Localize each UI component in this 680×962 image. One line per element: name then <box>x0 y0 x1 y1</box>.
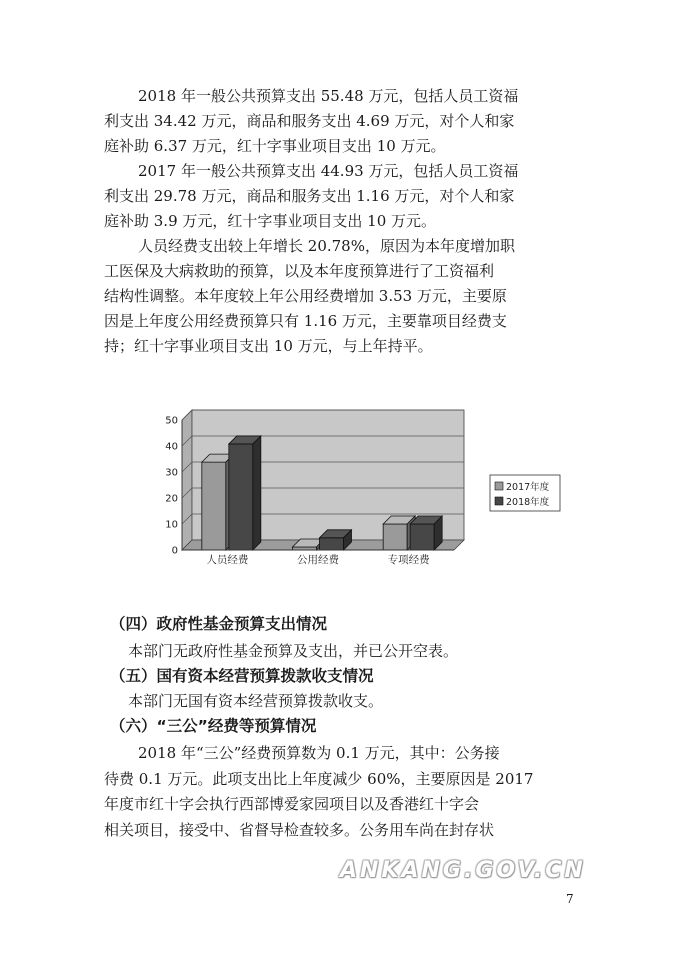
text-line: 待费 0.1 万元。此项支出比上年度减少 60%，主要原因是 2017 <box>104 769 534 788</box>
text-line: 人员经费支出较上年增长 20.78%，原因为本年度增加职 <box>138 237 515 255</box>
y-tick-label: 30 <box>165 467 178 479</box>
y-tick-label: 20 <box>165 493 178 505</box>
text-line: 2018 年“三公”经费预算数为 0.1 万元，其中：公务接 <box>138 744 500 762</box>
paragraph-2018-budget <box>104 84 618 159</box>
section-5-title: （五）国有资本经营预算拨款收支情况 <box>110 667 374 685</box>
bar-front <box>202 462 226 550</box>
bar-front <box>229 444 253 550</box>
text-line: 利支出 34.42 万元，商品和服务支出 4.69 万元，对个人和家 <box>104 112 515 130</box>
y-tick-label: 50 <box>165 415 178 427</box>
y-tick-label: 10 <box>165 519 178 531</box>
text-line: 庭补助 6.37 万元，红十字事业项目支出 10 万元。 <box>104 137 446 155</box>
text-line: 庭补助 3.9 万元，红十字事业项目支出 10 万元。 <box>104 212 437 230</box>
y-tick-label: 0 <box>171 545 178 557</box>
text-line: 因是上年度公用经费预算只有 1.16 万元，主要靠项目经费支 <box>104 312 507 330</box>
text-line: 年度市红十字会执行西部博爱家园项目以及香港红十字会 <box>104 795 480 813</box>
bar-side <box>253 436 261 550</box>
legend-swatch <box>495 482 503 490</box>
y-tick-label: 40 <box>165 441 178 453</box>
text-line: 2017 年一般公共预算支出 44.93 万元，包括人员工资福 <box>138 162 519 180</box>
paragraph-2017-budget <box>104 159 618 234</box>
x-tick-label: 公用经费 <box>297 554 339 566</box>
section-5-body: 本部门无国有资本经营预算拨款收支。 <box>128 692 384 710</box>
chart-side-wall <box>182 410 192 550</box>
section-4-body: 本部门无政府性基金预算及支出，并已公开空表。 <box>128 642 459 660</box>
section-6-title: （六）“三公”经费等预算情况 <box>110 717 317 735</box>
bar <box>229 436 261 550</box>
expense-bar-chart <box>150 405 570 580</box>
legend-swatch <box>495 497 503 505</box>
bar-front <box>293 547 317 550</box>
x-tick-label: 专项经费 <box>387 554 430 566</box>
legend-label: 2017年度 <box>506 482 550 493</box>
text-line: 结构性调整。本年度较上年公用经费增加 3.53 万元，主要原 <box>104 287 507 305</box>
chart-legend <box>490 475 560 511</box>
bar-front <box>383 524 407 550</box>
page-number: 7 <box>566 892 574 906</box>
paragraph-explanation <box>104 234 618 359</box>
text-line: 2018 年一般公共预算支出 55.48 万元，包括人员工资福 <box>138 87 519 105</box>
text-line: 利支出 29.78 万元，商品和服务支出 1.16 万元，对个人和家 <box>104 187 515 205</box>
legend-label: 2018年度 <box>506 497 550 508</box>
section-4-title: （四）政府性基金预算支出情况 <box>110 615 328 633</box>
site-watermark: ANKANG.GOV.CN <box>340 858 586 883</box>
bar-front <box>410 524 434 550</box>
bar-front <box>320 538 344 550</box>
paragraph-three-public <box>104 741 584 843</box>
text-line: 工医保及大病救助的预算，以及本年度预算进行了工资福利 <box>104 262 495 280</box>
bar <box>410 516 442 550</box>
text-line: 持；红十字事业项目支出 10 万元，与上年持平。 <box>104 337 433 355</box>
text-line: 相关项目，接受中、省督导检查较多。公务用车尚在封存状 <box>104 820 495 839</box>
x-tick-label: 人员经费 <box>206 554 249 566</box>
bar <box>320 530 352 550</box>
